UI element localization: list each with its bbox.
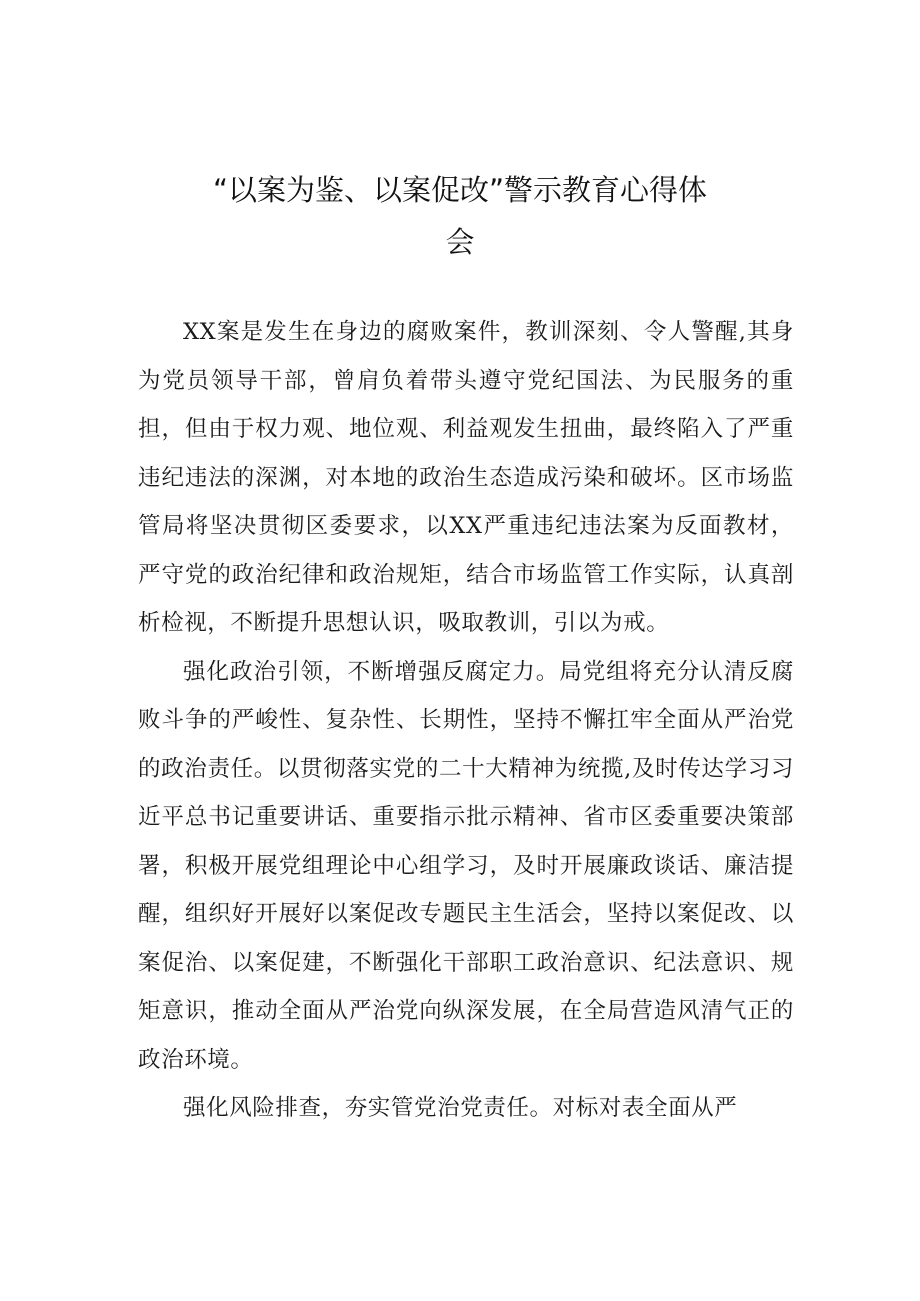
paragraph-1: XX案是发生在身边的腐败案件，教训深刻、令人警醒,其身为党员领导干部，曾肩负着带头遵守党纪国法、为民服务的重担，但由于权力观、地位观、利益观发生扭曲，最终陷入了严重违纪违法的深渊，对本地的政治生态造成污染和破坏。区市场监管局将坚决贯彻区委要求，以XX严重违纪违法案为反面教材，严守党的政治纪律和政治规矩，结合市场监管工作实际，认真剖析检视，不断提升思想认识，吸取教训，引以为戒。 xyxy=(138,319,794,636)
paragraph-3: 强化风险排查，夯实管党治党责任。对标对表全面从严 xyxy=(183,1095,738,1121)
title-line-2: 会 xyxy=(445,225,475,259)
paragraph-2: 强化政治引领，不断增强反腐定力。局党组将充分认清反腐败斗争的严峻性、复杂性、长期性，坚持不懈扛牢全面从严治党的政治责任。以贯彻落实党的二十大精神为统揽,及时传达学习习近平总书记重要讲话、重要指示批示精神、省市区委重要决策部署，积极开展党组理论中心组学习，及时开展廉政谈话、廉洁提醒，组织好开展好以案促改专题民主生活会，坚持以案促改、以案促治、以案促建，不断强化干部职工政治意识、纪法意识、规矩意识，推动全面从严治党向纵深发展，在全局营造风清气正的政治环境。 xyxy=(138,658,794,1073)
title-line-1: “以案为鉴、以案促改”警示教育心得体 xyxy=(212,173,708,207)
document-body xyxy=(138,308,794,1133)
document-title xyxy=(140,164,780,268)
